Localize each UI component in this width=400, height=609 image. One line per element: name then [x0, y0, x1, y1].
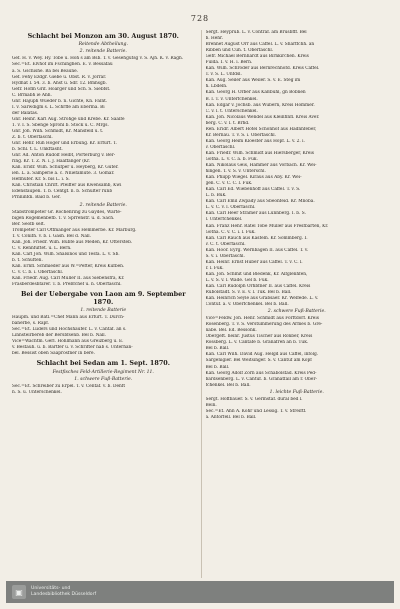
entry-line: I. v. Sarwdigm s. L. Schrffe am Eberma. Bi [12, 104, 105, 110]
entry-line: Kan. Phiipp Wiegel. Kiraus aus Aby. Kr. Wei- [205, 175, 302, 181]
entry-line: v. Bestauh. u. b. Bartfer u. v. Schrifter nab s. Unterhan- [12, 345, 133, 351]
entry-line: v. C. t. Oberfaschl. [205, 241, 246, 247]
entry-line: Gef. Fehy Ezdgr. Giebe u. Obst. R. v. Jorrar. [12, 74, 107, 80]
section-heading: Bei der Uebergabe von Laon am 9. September 1870. [20, 290, 186, 306]
entry-line: h. Lbdeln. [205, 84, 228, 90]
entry-line: Vice=Wachtm. Gerl. Hohlmann aus Greizberg u. E. [12, 339, 124, 345]
unit-subheading: Festfisches Feld-Artillerie-Regiment Nr. 11. [52, 369, 154, 375]
entry-line: b. t. Schüften. [12, 257, 43, 263]
entry-line: Bein. [205, 402, 217, 408]
entry-line: b. Schl. t. L. Unkftasht. [12, 147, 63, 153]
entry-line: Stabstrompeter Gr. Rochenring zu Gaydes, Warte- [12, 209, 122, 215]
library-name [31, 586, 96, 598]
entry-line: Kan. Heinr. Ernst Huber aus Caffel. T. v. C. l. [205, 259, 303, 265]
entry-line: Kan. Friedr. Aug. Carl Müller II. aus Siebensfra, Kr. [12, 276, 125, 282]
entry-line: der Balatas. [12, 110, 39, 116]
entry-line: T. v. Conifh. v. b. i. Gash. Bel d. Nall. [12, 233, 92, 239]
entry-line: nabe. Bel. Ed. Bessonk. [205, 328, 257, 334]
entry-line: Gef. H. v. Wey. Hy. Tobe u. Hoh s am Bsb. T. v. Gesehgutsg v. S. Ajh. K. v. Ragh. [12, 56, 184, 62]
entry-line: Kan. Carl Emil Zwpady aus Sbeonfeid. Kr. Mnoba. [205, 199, 315, 205]
entry-line: Kan. Christian Chrift. Pfeiffer aus Kwensamb, Kwi [12, 183, 122, 189]
entry-line: Linnsteirbereb der Bersbfsenb. Bel b. Nall. [12, 333, 107, 339]
entry-line: Z. b. t. Oberfaschl. [12, 135, 53, 141]
entry-line: Kan. Carl Rudolph Orhbfner II. aus Caffel. Kreis [205, 283, 311, 289]
entry-line: Kan. Joh. Nicolaus Wendel aus Kleinfinfl. Kreis Aver. [205, 114, 320, 120]
entry-line: Sec.=Et. Elvhof im Fschinghen. E. v. Bessafau [12, 62, 113, 68]
library-name-line-1: Universitäts- und [31, 586, 71, 591]
entry-line: v. Oberfaschl. [205, 144, 236, 150]
entry-line: Gnr. Ad. Anton Rudolf Helbt, Porterburg v. Ber- [12, 153, 116, 159]
entry-line: Sec.=Et. Ahn A. Kohr und Lessig. T. v. Streiftf. [205, 408, 307, 414]
entry-line: Ren. Eridr. Albert Hotel Schönhof aus Hadnhfeber, [205, 126, 317, 132]
entry-line: Kan. Ernfl. Schmieder aus W.=Pefter, Kreis Kufben. [12, 263, 125, 269]
entry-line: Brennet August Orr aus Caffel. L. v. Sharffchh. an [205, 42, 315, 48]
entry-line: Ber. Seofb selt. [12, 221, 46, 227]
entry-line: Hydhat I. 54. 3. b. Ahst u. Sdr. 12. Bmhsgb. [12, 80, 107, 86]
entry-line: Kan. Nikolaus Geis, Hammer aus Vorbach. Kr. Wei- [205, 163, 317, 169]
entry-line: T. v. S. L. Unfdsl. [205, 72, 242, 78]
entry-line: Kan. Carl Joh. Wilh. Shalsinos und Tesfa. L. v. Sb. [12, 251, 120, 257]
library-footer-bar [6, 581, 394, 603]
entry-line: bardsenberg. L. v. Cantuf. b. Granatfall am r. Ober- [205, 376, 317, 382]
entry-line: fchenkel. Bel b. Ball. [205, 382, 251, 388]
unit-subheading: 1. schwere Fuß-Batterie. [74, 376, 133, 382]
entry-line: Haupm. und Batl.=Chef Mann aus Erfurt. T. Durch- [12, 314, 125, 320]
entry-line: C. Brmabh ie Ahh. [12, 92, 52, 98]
page-number: 728 [190, 14, 210, 23]
entry-line: Kan. Aug. Seiler aus Weiler. S. v. E. Steg im [205, 78, 301, 84]
entry-line: Contuf. a. v. Oberfchenkel. Bel b. Ball. [205, 302, 289, 308]
entry-line: Kan. Wilh. Schröder aus Bernrechhofd. Kreis Caffel. [205, 66, 320, 72]
entry-line: bigen Rogemenbefb. T. v. Sprrenstr. u. d. Sach. [12, 215, 115, 221]
entry-line: Rosenberg. T. v. S. Verstümmerung des Armes b. Gre- [205, 322, 323, 328]
entry-line: berg. C. v. l. t. Brhd. [205, 120, 250, 126]
text-columns [12, 30, 388, 578]
entry-line: Kan. Joh. Schmit und Bledenk, Kr. Alfglenhfen, [205, 271, 308, 277]
entry-line: Kan. Carl Ed. Wiebenhoff aus Caffel. T. v. S. [205, 187, 301, 193]
entry-line: Gnr. Heinr. Karl Aug. Strohge und Krebe. Kr. Saalfe [12, 116, 125, 122]
library-logo-icon: ▣ [12, 585, 26, 599]
entry-line: n. S. u. Unterschenkel. [12, 389, 62, 395]
entry-line: Gotha. C. v. C. i. l. Fuk. [205, 229, 256, 235]
entry-line: Kan. Carl Rauch aus Kasfeln. Kr. Sommberg. I. [205, 235, 308, 241]
entry-line: Sec.=Et. Schreiber zu Erpel. T. v. Centaf. v. b. Denft [12, 383, 126, 389]
entry-line: banerbe, s. Rapf. [12, 321, 50, 326]
entry-line: Sargenigier. Bel Weitsinger. S. v. Cantuf am Kopf [205, 358, 312, 364]
unit-subheading: Reitende Abtheilung. [78, 42, 128, 48]
entry-line: C. v. Rennfuftet. u. L. Bern. [12, 245, 72, 251]
entry-line: Gotha. L. v. C. a. b. Fuk. [205, 156, 258, 162]
entry-line: Vice=Feldw. Joh. Henr. Schmidt aus Forftdorf. Kreis [205, 316, 319, 322]
entry-line: Kan. Georg H. Orber aus Kaßbuhl, gn Bobnen [205, 90, 306, 96]
unit-subheading: 1. reitende Batterie [80, 307, 127, 313]
entry-line: Kan. Friedr. Wilh. Schmidt aus Hiersberger, Kreis [205, 150, 314, 156]
entry-line: Gefr. Michael Bernhardt aus Birnkirchen. Kreis [205, 54, 309, 60]
entry-line: ring. Kr. T. Z. N. i. J. Haaffanger (Kr. [12, 159, 91, 165]
entry-line: Kan. Carl Wilh. David Aug. Helgd aus Caffel, infolg. [205, 352, 319, 358]
entry-line: Kan. Franz Hehr. Ratel Tobe Müller aus Fresfbarten, Kr. [205, 223, 329, 229]
entry-line: Gefr. Hofm Grif. Hoarger und Sch. S. Siebfst. [12, 86, 111, 92]
entry-line: Gnr. Hehr. Ruh Hoger und Erbung. Kr. Erfurt. T. [12, 141, 117, 147]
entry-line: Kan. Carl Heer Stramer aus Lunnberg. I. b. S. [205, 211, 306, 217]
entry-line: hingen. T. v. S. v. Unterschl. [205, 169, 266, 175]
entry-line: Obergeft. heinr. Justus Tischer aus Ronber, Kreis [205, 334, 313, 340]
library-name-line-2: Landesbibliothek Düsseldorf [31, 592, 97, 597]
entry-line: Kr. Bernau. T. v. S. i. Oberfaschl. [205, 132, 276, 138]
entry-line: a. Antorfell. Bel b. Ball. [205, 414, 257, 420]
entry-line: Fulda. I. v. H. i. Bern. [205, 60, 253, 66]
entry-line: C. v. l. t. Unterschenkel. [205, 108, 258, 114]
section-heading: Schlacht bei Sedan am 1. Sept. 1870. [36, 359, 170, 368]
entry-line: L. v. C. v. l. Oberfaschl. [205, 205, 256, 211]
entry-line: Kan. Joh. Friedr. Wilh. Bubfe aus Meden, Kr. Ottersteb. [12, 239, 133, 245]
left-column [12, 30, 195, 578]
right-column [201, 30, 389, 578]
entry-line: Trompeter Carl Ottmanger aus Hemmerbe. Kr. Marburg. [12, 227, 137, 233]
entry-line: Kan. Hoor. Eyrg. Wernbagen II. aus Caffel. T. v. [205, 247, 309, 253]
entry-line: ien. L. a. Samperie a. c. Nniefamute. 3. Gomar. [12, 171, 115, 177]
unit-subheading: 2. reitende Batterie. [79, 202, 127, 208]
entry-line: Sec.=Et. Lüders und Hochshaufer. L. v. Cantaf. an s. [12, 327, 127, 333]
unit-subheading: 1. leichte Fuß-Batterie. [269, 389, 324, 395]
entry-line: Sergt. Heyprub. L. v. Contraf. am Brusbfff. Bel [205, 30, 307, 35]
entry-line: Kan. Edgar v. Jochsb. aus Wübern, Kreis Hommer. [205, 102, 315, 108]
entry-line: b. Hehr. [205, 36, 223, 42]
entry-line: Edensfaupen. T. b. Centgf. n. b. Schulter runb [12, 189, 113, 195]
unit-subheading: 2. reitende Batterie. [79, 49, 127, 55]
entry-line: a. S. Gschishe. Ba bei Beaune. [12, 68, 79, 74]
entry-line: S. v. i. Oberfaschl. [205, 253, 245, 259]
entry-line: gen. C. v. C. C. l. Fuk. [205, 181, 253, 187]
entry-line: C. v. C. b. i. Oberfaschl. [12, 270, 64, 275]
entry-line: Kan. Heinrich Seyle aus Grabsaer. Kr. Welfede. L. v. [205, 296, 319, 302]
section-heading: Schlacht bei Monzon am 30. August 1870. [27, 32, 179, 40]
entry-line: L. v. S. v. l. Wade. Gel b. Fuk. [205, 277, 269, 283]
entry-line: Gnr. Joh. Wilh. Schmidt, Kr. Mansfeld u. t. [12, 128, 104, 134]
entry-line: Rubolstadt. S. v. E. v. l. Tuk. Bel b. Ball. [205, 290, 292, 296]
entry-line: Kan. Eridr. Wilh. Schufper u. Heyberg, Kr. Guter. [12, 165, 119, 171]
entry-line: L. b. Buk. [205, 193, 227, 199]
entry-line: Fräsberdesbfarer. T. b. Preßfchef u. n. Oberfaschl. [12, 282, 122, 288]
entry-line: Gnr. Hajuph Wueder b. n. Gichte, Kn. Falnt. [12, 98, 108, 104]
entry-line: l. Unterfchenkel. [205, 217, 243, 223]
entry-line: Prnninfdi. Baid b. Ger. [12, 195, 61, 201]
entry-line: r. l. Fuk. [205, 265, 224, 271]
entry-line: Rossberg. L. v. Cantafe b. Granafreh an b. Tuk. [205, 340, 309, 346]
unit-subheading: 2. schwere Fuß-Batterie. [267, 309, 326, 315]
entry-line: Ribben und Cuh. t. Oberfaschl. [205, 48, 274, 54]
entry-line: bel. Bessist oben Saaprosfner in bere. [12, 351, 95, 357]
entry-line: Kan. Georg Heim Kloester aus Hopf. L. v. 2. i. [205, 138, 305, 144]
entry-line: Kan. Georg Adolf Zorn aus Schabolstad. Kreis Ped- [205, 370, 317, 376]
entry-line: Bel b. Ball. [205, 346, 230, 352]
entry-line: Heflhufer. Kr. S. bis L. i. S. [12, 177, 70, 183]
entry-line: B. l. T. v. Unterfchenkel. [205, 96, 258, 102]
entry-line: Bel b. Ball. [205, 364, 230, 370]
entry-line: 1. v. I. S. Sbenge Sprohl b. Stock u. C. Mrgs. [12, 122, 109, 128]
entry-line: Sergt. Hoffbauer. S. v. Germstaf. dural bed l. [205, 396, 303, 402]
